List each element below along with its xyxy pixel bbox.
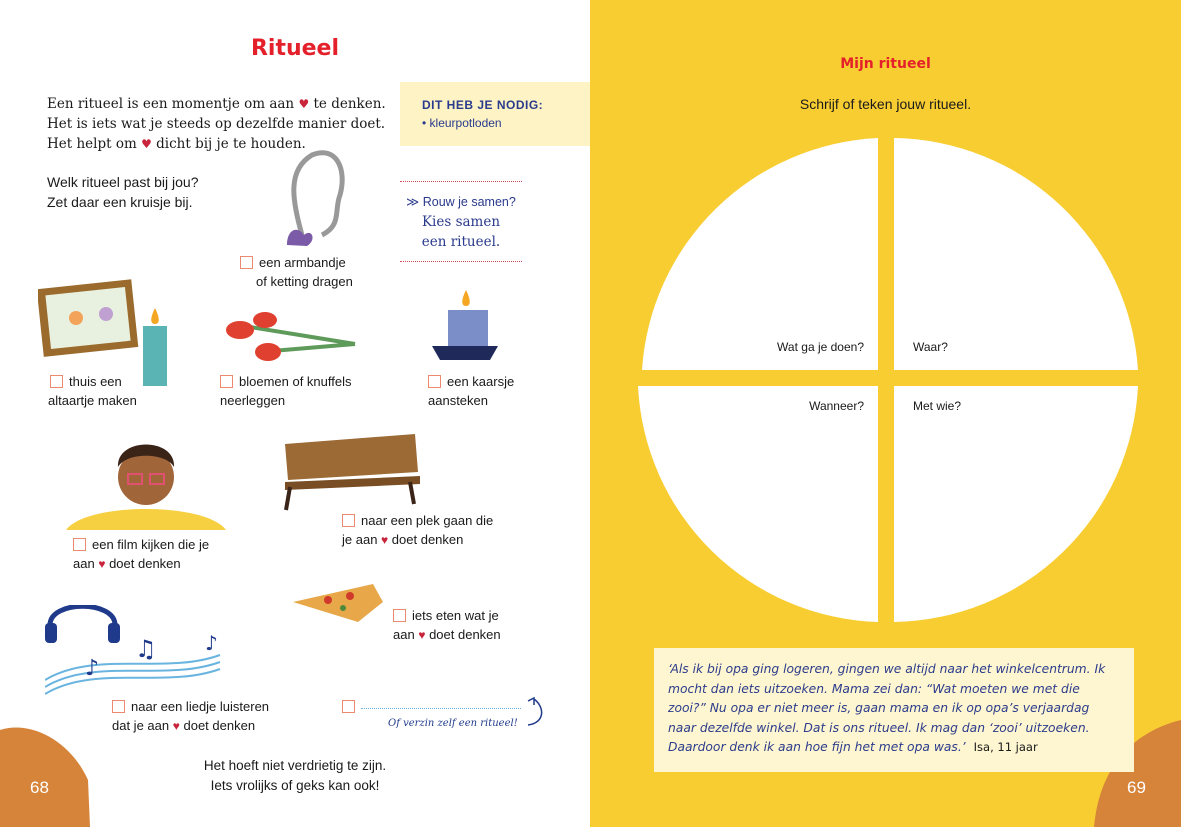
footer-text: Het hoeft niet verdrietig te zijn. Iets vrolijks of geks kan ook! — [203, 758, 387, 793]
heart-icon: ♥ — [381, 533, 389, 547]
tip-box: ≫ Rouw je samen? Kies samen een ritueel. — [406, 195, 516, 250]
page-number-left: 68 — [30, 778, 49, 797]
option-eten: iets eten wat je aan ♥ doet denken — [393, 608, 501, 642]
option-film: een film kijken die je aan ♥ doet denken — [73, 537, 210, 571]
label-met-wie: Met wie? — [913, 399, 962, 413]
tulips-illustration — [220, 312, 360, 367]
checkbox-bloemen[interactable] — [220, 375, 233, 388]
label-wanneer: Wanneer? — [809, 399, 864, 413]
needed-box: DIT HEB JE NODIG: • kleurpotloden — [400, 82, 590, 146]
intro-text: Een ritueel is een momentje om aan ♥ te denken. Het is iets wat je steeds op dezelfde manier doet. Het helpt om ♥ dicht bij je te houden. — [47, 96, 386, 152]
quote-box: ‘Als ik bij opa ging logeren, gingen we altijd naar het winkelcentrum. Ik mocht dan iets uitzoeken. Mama zei dan: “Wat moeten we met die zooi?” Nu opa er niet meer is, gaan mama en ik op opa’s verjaardag naar dezelfde winkel. Dat is ons ritueel. Ik mag dan ‘zooi’ uitzoeken. Daardoor denk ik aan hoe fijn het met opa was.’ Isa, 11 jaar — [654, 648, 1134, 772]
option-armband: een armbandje of ketting dragen — [240, 253, 353, 291]
heart-icon: ♥ — [172, 719, 180, 733]
option-liedje: naar een liedje luisteren dat je aan ♥ doet denken — [112, 699, 270, 733]
checkbox-film[interactable] — [73, 538, 86, 551]
quadrant-top-left[interactable] — [642, 138, 878, 370]
svg-text:♪: ♪ — [85, 656, 100, 681]
quote-author: Isa, 11 jaar — [973, 740, 1038, 754]
option-plek: naar een plek gaan die je aan ♥ doet denken — [342, 513, 494, 547]
page-number-right: 69 — [1127, 778, 1146, 797]
page-title: Ritueel — [250, 36, 340, 61]
checkbox-plek[interactable] — [342, 514, 355, 527]
option-zelf[interactable] — [342, 697, 521, 716]
checkbox-liedje[interactable] — [112, 700, 125, 713]
option-bloemen: bloemen of knuffels neerleggen — [220, 374, 352, 408]
label-waar: Waar? — [913, 340, 948, 354]
divider — [400, 261, 522, 262]
checkbox-zelf[interactable] — [342, 700, 355, 713]
orange-blob-left — [0, 720, 90, 827]
heart-icon: ♥ — [298, 97, 310, 111]
svg-text:♪: ♪ — [205, 631, 218, 655]
heart-icon: ♥ — [141, 137, 152, 151]
quadrant-bottom-left[interactable] — [638, 386, 878, 622]
music-illustration — [45, 605, 225, 700]
quadrant-bottom-right[interactable] — [894, 386, 1138, 622]
checkbox-armband[interactable] — [240, 256, 253, 269]
heart-icon: ♥ — [418, 628, 426, 642]
own-ritual-line[interactable] — [361, 708, 521, 709]
label-wat: Wat ga je doen? — [777, 340, 864, 354]
necklace-illustration — [282, 150, 352, 250]
instruction: Schrijf of teken jouw ritueel. — [799, 96, 972, 112]
option-altaar: thuis een altaartje maken — [48, 374, 137, 408]
pizza-illustration — [288, 582, 388, 632]
svg-text:♫: ♫ — [135, 635, 157, 663]
heart-icon: ♥ — [98, 557, 106, 571]
quadrant-top-right[interactable] — [894, 138, 1138, 370]
bench-illustration — [280, 432, 425, 512]
checkbox-eten[interactable] — [393, 609, 406, 622]
checkbox-altaar[interactable] — [50, 375, 63, 388]
own-ritual-hint: Of verzin zelf een ritueel! — [388, 718, 518, 729]
child-illustration — [66, 432, 226, 532]
option-kaarsje: een kaarsje aansteken — [428, 374, 515, 408]
ritual-circle — [630, 130, 1145, 630]
checkbox-kaarsje[interactable] — [428, 375, 441, 388]
curved-arrow-icon — [520, 695, 550, 730]
question-text: Welk ritueel past bij jou? Zet daar een kruisje bij. — [47, 174, 199, 210]
candle-illustration — [430, 288, 500, 363]
right-title: Mijn ritueel — [840, 56, 931, 72]
divider — [400, 181, 522, 182]
